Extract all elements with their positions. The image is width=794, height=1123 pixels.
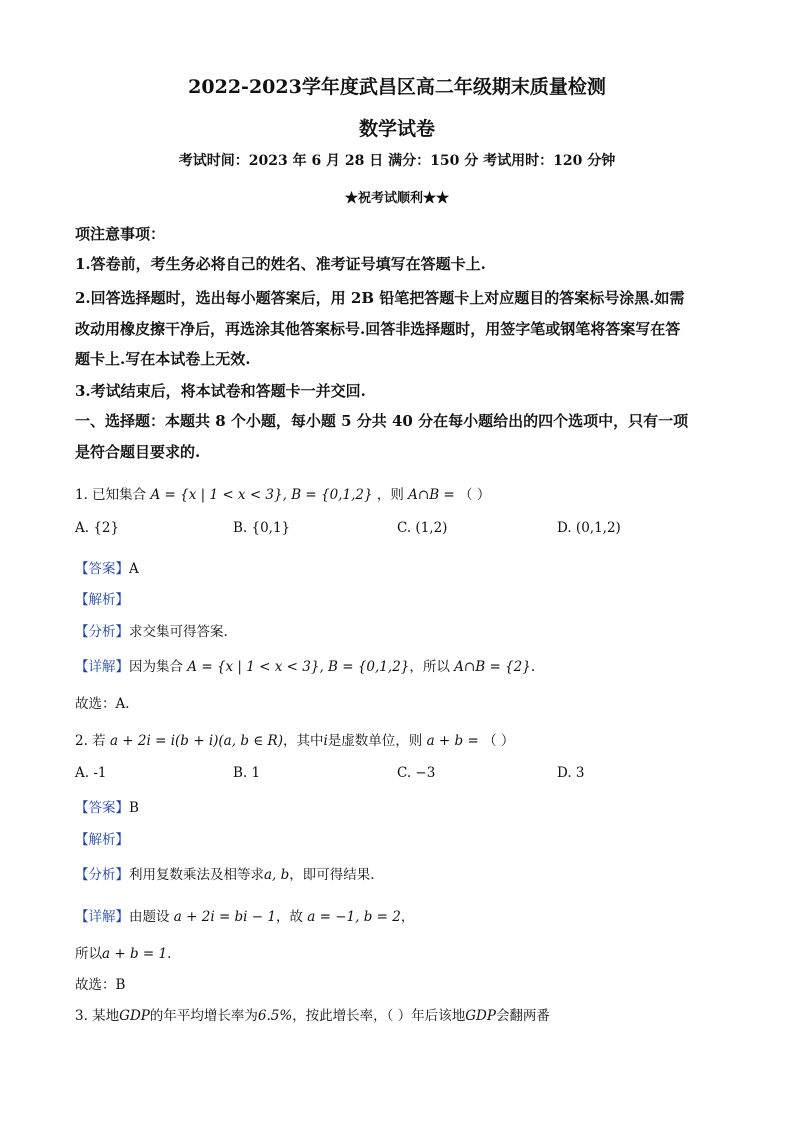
exam-title: 2022-2023学年度武昌区高二年级期末质量检测 xyxy=(188,76,606,98)
notice-heading: 项注意事项： xyxy=(75,225,166,243)
q2-option-b: B. 1 xyxy=(233,765,261,781)
q2-so-prefix: 所以 xyxy=(75,946,102,962)
q1-choose: 故选：A. xyxy=(75,696,130,712)
q1-answer-value: A xyxy=(129,561,139,577)
q3-stem-mid-2: ，按此增长率，（ ）年后该地 xyxy=(292,1008,466,1024)
q2-detail-label: 【详解】 xyxy=(75,909,129,925)
exam-meta: 考试时间：2023 年 6 月 28 日 满分：150 分 考试用时：120 分钟 xyxy=(178,153,616,169)
q2-stem-end: （ ） xyxy=(483,733,515,749)
notice-item-2-line-1: 2.回答选择题时，选出每小题答案后，用 2B 铅笔把答题卡上对应题目的答案标号涂黑.如需 xyxy=(75,289,685,307)
q1-fenxi xyxy=(75,620,228,640)
q3-stem-gdp: GDP xyxy=(119,1008,150,1024)
q2-stem-mid-2: 是虚数单位，则 xyxy=(327,733,423,749)
q2-analysis xyxy=(75,828,129,848)
q2-fenxi-label: 【分析】 xyxy=(75,867,129,883)
q2-detail-end: ， xyxy=(400,909,415,925)
q1-stem-end: （ ） xyxy=(459,487,491,503)
q2-so-end: . xyxy=(167,946,172,962)
q1-option-b: B. {0,1} xyxy=(233,520,291,536)
question-2-stem xyxy=(75,729,514,749)
q1-detail-math-2: A∩B = {2} xyxy=(454,659,531,675)
q1-detail-math: A = {x | 1 < x < 3}, B = {0,1,2} xyxy=(187,659,410,675)
q2-answer-label: 【答案】 xyxy=(75,800,129,816)
q3-stem-rate: 6.5% xyxy=(257,1008,293,1024)
q3-stem-end: 会翻两番 xyxy=(495,1008,550,1024)
q2-analysis-label: 【解析】 xyxy=(75,832,129,848)
q2-detail-prefix: 由题设 xyxy=(129,909,170,925)
q2-answer xyxy=(75,796,139,816)
q1-stem-prefix: 1. 已知集合 xyxy=(75,487,147,503)
q1-fenxi-label: 【分析】 xyxy=(75,624,129,640)
q2-fenxi xyxy=(75,863,375,883)
q2-option-d: D. 3 xyxy=(557,765,585,781)
q1-analysis xyxy=(75,588,129,608)
q1-option-d: D. (0,1,2) xyxy=(557,520,621,536)
q2-option-a: A. -1 xyxy=(75,765,107,781)
q2-fenxi-prefix: 利用复数乘法及相等求 xyxy=(129,867,264,883)
q2-answer-value: B xyxy=(129,800,139,816)
q1-detail-mid: ，所以 xyxy=(409,659,450,675)
q2-stem-mid: ，其中 xyxy=(282,733,324,749)
notice-item-3: 3.考试结束后，将本试卷和答题卡一并交回. xyxy=(75,382,366,400)
q2-so xyxy=(75,942,171,962)
q1-detail xyxy=(75,655,535,675)
exam-wish: ★祝考试顺利★★ xyxy=(344,191,449,206)
q1-detail-end: . xyxy=(530,659,536,675)
q1-stem-suffix: ，则 xyxy=(376,487,404,503)
exam-subtitle: 数学试卷 xyxy=(358,118,435,140)
section-1-line-1: 一、选择题：本题共 8 个小题，每小题 5 分共 40 分在每小题给出的四个选项中，只有一项 xyxy=(75,412,689,430)
q1-option-c: C. (1,2) xyxy=(397,520,448,536)
q1-analysis-label: 【解析】 xyxy=(75,592,129,608)
q2-choose: 故选：B xyxy=(75,977,126,993)
q1-answer-label: 【答案】 xyxy=(75,561,129,577)
q2-detail-math-2: a = −1, b = 2 xyxy=(307,909,401,925)
q2-stem-prefix: 2. 若 xyxy=(75,733,106,749)
question-1-stem xyxy=(75,483,490,503)
q2-detail-math: a + 2i = bi − 1 xyxy=(173,909,276,925)
notice-item-1: 1.答卷前，考生务必将自己的姓名、准考证号填写在答题卡上. xyxy=(75,255,486,273)
q1-detail-prefix: 因为集合 xyxy=(129,659,183,675)
question-3-stem xyxy=(75,1004,550,1024)
section-1-line-2: 是符合题目要求的. xyxy=(75,443,201,461)
q3-stem-prefix: 3. 某地 xyxy=(75,1008,120,1024)
q2-stem-i: i xyxy=(323,733,328,749)
q2-stem-math: a + 2i = i(b + i)(a, b ∈ R) xyxy=(109,733,283,749)
q1-fenxi-text: 求交集可得答案. xyxy=(129,624,228,640)
notice-item-2-line-2: 改动用橡皮擦干净后，再选涂其他答案标号.回答非选择题时，用签字笔或钢笔将答案写在答 xyxy=(75,320,681,338)
q1-option-a: A. {2} xyxy=(75,520,120,536)
q2-stem-math-2: a + b = xyxy=(426,733,479,749)
q2-detail-mid: ，故 xyxy=(275,909,303,925)
q1-answer xyxy=(75,557,139,577)
q2-fenxi-math: a, b xyxy=(264,867,290,883)
q3-stem-mid: 的年平均增长率为 xyxy=(149,1008,258,1024)
q2-so-math: a + b = 1 xyxy=(102,946,168,962)
q3-stem-gdp-2: GDP xyxy=(465,1008,496,1024)
q2-fenxi-end: ，即可得结果. xyxy=(289,867,375,883)
q2-option-c: C. −3 xyxy=(397,765,436,781)
q1-stem-math: A = {x | 1 < x < 3}, B = {0,1,2} xyxy=(150,487,373,503)
notice-item-2-line-3: 题卡上.写在本试卷上无效. xyxy=(75,350,251,368)
q2-detail xyxy=(75,905,414,925)
q1-detail-label: 【详解】 xyxy=(75,659,129,675)
q1-stem-math-2: A∩B = xyxy=(408,487,455,503)
